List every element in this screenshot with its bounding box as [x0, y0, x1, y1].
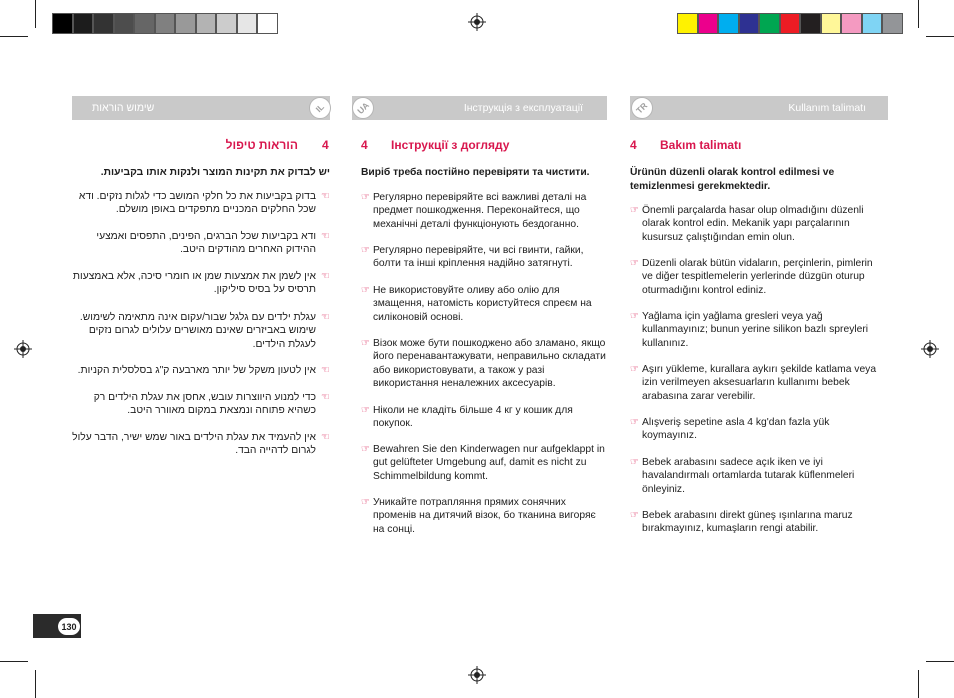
- language-badge-il: IL: [309, 97, 331, 119]
- instruction-item: [361, 443, 609, 483]
- pointing-hand-icon: ☜: [321, 191, 330, 202]
- section-title-hebrew: הוראות טיפול: [225, 138, 298, 152]
- section-number-hebrew: 4: [322, 138, 329, 152]
- pointing-hand-icon: ☞: [630, 364, 639, 375]
- instruction-text: Регулярно перевіряйте, чи всі гвинти, гайки, болти та інші кріплення надійно затягнуті.: [373, 245, 584, 270]
- registration-mark-top: [468, 13, 486, 31]
- color-swatch: [175, 13, 196, 34]
- instruction-text: Düzenli olarak bütün vidaların, perçinlerin, pimlerin ve diğer tespitlemelerin yerlerinde düzgün oturup oturmadığını kontrol ediniz.: [642, 258, 873, 296]
- pointing-hand-icon: ☞: [361, 285, 370, 296]
- color-swatch: [93, 13, 114, 34]
- section-title-ukrainian: Інструкції з догляду: [391, 138, 510, 152]
- color-swatch: [677, 13, 698, 34]
- instruction-item: [72, 311, 330, 351]
- instruction-item: [630, 310, 886, 350]
- color-swatch: [841, 13, 862, 34]
- instruction-item: [630, 204, 886, 244]
- instruction-text: Візок може бути пошкоджено або зламано, якщо його перенавантажувати, неправильно складати або використовувати, а також у разі використання неналежних аксесуарів.: [373, 338, 606, 390]
- instruction-text: עגלת ילדים עם גלגל שבור/עקום אינה מתאימה לשימוש. שימוש באביזרים שאינם מאושרים עלולים לגרום נזקים לעגלת הילדים.: [79, 312, 316, 350]
- color-swatch: [800, 13, 821, 34]
- instruction-item: [361, 191, 609, 231]
- pointing-hand-icon: ☞: [630, 417, 639, 428]
- color-swatch: [862, 13, 883, 34]
- header-title-hebrew: שימוש הוראות: [92, 102, 155, 114]
- pointing-hand-icon: ☞: [361, 338, 370, 349]
- language-badge-ua: UA: [352, 97, 374, 119]
- language-badge-tr: TR: [631, 97, 653, 119]
- color-swatch: [821, 13, 842, 34]
- pointing-hand-icon: ☞: [630, 510, 639, 521]
- header-bar-hebrew: [72, 96, 330, 120]
- instruction-text: Aşırı yükleme, kurallara aykırı şekilde katlama veya izin verilmeyen aksesuarların kullanımı bebek arabasına zarar verebilir.: [642, 364, 877, 402]
- instruction-item: [630, 416, 886, 443]
- pointing-hand-icon: ☞: [630, 311, 639, 322]
- instruction-item: [630, 257, 886, 297]
- pointing-hand-icon: ☜: [321, 432, 330, 443]
- instruction-text: ודא בקביעות שכל הברגים, הפינים, התפסים ואמצעי ההידוק האחרים מהודקים היטב.: [96, 231, 316, 256]
- header-bar-turkish: [630, 96, 888, 120]
- instruction-item: [361, 404, 609, 431]
- instruction-item: [630, 363, 886, 403]
- instruction-text: Bewahren Sie den Kinderwagen nur aufgeklappt in gut gelüfteter Umgebung auf, damit es nicht zu Schimmelbildung kommt.: [373, 444, 605, 482]
- instruction-item: [72, 391, 330, 418]
- header-title-turkish: Kullanım talimatı: [788, 102, 866, 114]
- instruction-text: Уникайте потрапляння прямих сонячних променів на дитячий візок, бо тканина вигоряє на сонці.: [373, 497, 596, 535]
- instruction-text: Bebek arabasını sadece açık iken ve iyi havalandırmalı ortamlarda tutarak küflenmeleri önleyiniz.: [642, 457, 855, 495]
- instruction-text: אין לטעון משקל של יותר מארבעה ק"ג בסלסלית הקניות.: [77, 365, 316, 376]
- pointing-hand-icon: ☜: [321, 365, 330, 376]
- instruction-text: כדי למנוע היווצרות עובש, אחסן את עגלת הילדים רק כשהיא פתוחה ונמצאת במקום מאוורר היטב.: [93, 392, 316, 417]
- registration-mark-right: [921, 340, 939, 358]
- instruction-item: [72, 230, 330, 257]
- color-swatch: [114, 13, 135, 34]
- instruction-text: בדוק בקביעות את כל חלקי המושב כדי לגלות נזקים. ודא שכל החלקים המכניים מתפקדים באופן מושלם.: [78, 191, 316, 216]
- color-swatch: [780, 13, 801, 34]
- intro-text-ukrainian: Виріб треба постійно перевіряти та чистити.: [361, 167, 590, 178]
- pointing-hand-icon: ☞: [630, 258, 639, 269]
- instruction-text: אין לשמן את אמצעות שמן או חומרי סיכה, אלא באמצעות תרסיס על בסיס סיליקון.: [72, 271, 316, 296]
- pointing-hand-icon: ☞: [361, 405, 370, 416]
- color-swatch: [196, 13, 217, 34]
- color-swatch: [257, 13, 278, 34]
- instruction-item: [630, 509, 886, 536]
- pointing-hand-icon: ☞: [630, 205, 639, 216]
- color-swatch: [718, 13, 739, 34]
- instruction-text: Bebek arabasını direkt güneş ışınlarına maruz bırakmayınız, kumaşların rengi atabilir.: [642, 510, 853, 535]
- pointing-hand-icon: ☞: [361, 497, 370, 508]
- header-bar-ukrainian: [352, 96, 607, 120]
- pointing-hand-icon: ☜: [321, 231, 330, 242]
- pointing-hand-icon: ☞: [361, 192, 370, 203]
- intro-text-hebrew: יש לבדוק את תקינות המוצר ולנקות אותו בקביעות.: [100, 167, 330, 178]
- instruction-text: Ніколи не кладіть більше 4 кг у кошик для покупок.: [373, 405, 573, 430]
- instruction-item: [361, 496, 609, 536]
- color-swatch: [759, 13, 780, 34]
- instruction-item: [361, 337, 609, 391]
- page-number: 130: [57, 617, 81, 636]
- color-swatch: [698, 13, 719, 34]
- grey-swatch-bar: [52, 13, 278, 34]
- color-swatch: [882, 13, 903, 34]
- intro-text-turkish: Ürünün düzenli olarak kontrol edilmesi ve temizlenmesi gerekmektedir.: [630, 167, 835, 192]
- instruction-item: [361, 284, 609, 324]
- instruction-text: Не використовуйте оливу або олію для змащення, натомість користуйтеся спреєм на силіконовій основі.: [373, 285, 592, 323]
- section-number-turkish: 4: [630, 138, 637, 152]
- pointing-hand-icon: ☞: [361, 444, 370, 455]
- instruction-item: [72, 190, 330, 217]
- color-swatch: [237, 13, 258, 34]
- instruction-text: Регулярно перевіряйте всі важливі деталі на предмет пошкодження. Переконайтеся, що механічні деталі функціонують бездоганно.: [373, 192, 587, 230]
- color-swatch: [155, 13, 176, 34]
- color-swatch: [134, 13, 155, 34]
- color-swatch: [73, 13, 94, 34]
- pointing-hand-icon: ☜: [321, 392, 330, 403]
- registration-mark-left: [14, 340, 32, 358]
- instruction-item: [630, 456, 886, 496]
- pointing-hand-icon: ☜: [321, 312, 330, 323]
- color-swatch: [739, 13, 760, 34]
- instruction-text: Yağlama için yağlama gresleri veya yağ kullanmayınız; bunun yerine silikon bazlı spreyleri kullanınız.: [642, 311, 869, 349]
- instruction-item: [361, 244, 609, 271]
- color-swatch: [52, 13, 73, 34]
- section-number-ukrainian: 4: [361, 138, 368, 152]
- section-title-turkish: Bakım talimatı: [660, 138, 742, 152]
- instruction-text: Önemli parçalarda hasar olup olmadığını düzenli olarak kontrol edin. Mekanik yapı parçalarının kusursuz çalıştığından emin olun.: [642, 205, 864, 243]
- pointing-hand-icon: ☜: [321, 271, 330, 282]
- instruction-item: [72, 431, 330, 458]
- instruction-item: [72, 364, 330, 377]
- color-swatch: [216, 13, 237, 34]
- color-swatch-bar: [677, 13, 903, 34]
- instruction-item: [72, 270, 330, 297]
- registration-mark-bottom: [468, 666, 486, 684]
- instruction-text: Alışveriş sepetine asla 4 kg'dan fazla yük koymayınız.: [642, 417, 830, 442]
- header-title-ukrainian: Інструкція з експлуатації: [463, 102, 583, 114]
- instruction-text: אין להעמיד את עגלת הילדים באור שמש ישיר, הדבר עלול לגרום לדהייה הבד.: [72, 432, 316, 457]
- pointing-hand-icon: ☞: [630, 457, 639, 468]
- pointing-hand-icon: ☞: [361, 245, 370, 256]
